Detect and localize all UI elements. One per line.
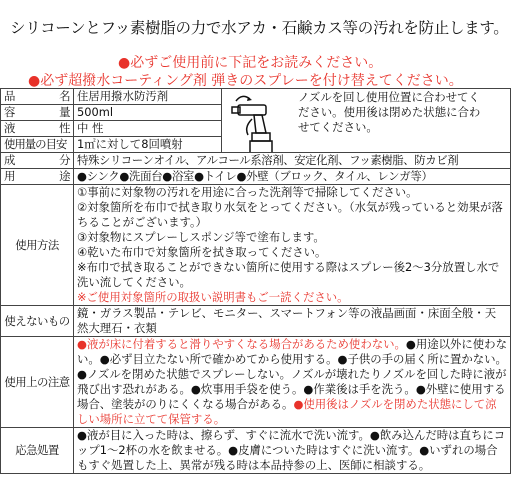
guide-label: 使用量の目安: [1, 137, 74, 153]
nozzle-instructions: ノズルを回し使用位置に合わせてください。使用後は閉めた状態に合わせてください。: [298, 90, 481, 134]
notuse-value: 鏡・ガラス製品・テレビ、モニター、スマートフォン等の液晶画面・床面全般・天然大理石・衣類: [74, 306, 511, 337]
firstaid-row: [1, 428, 511, 474]
caution-red-first: ●液が床に付着すると滑りやすくなる場合があるため使わない。: [77, 337, 406, 351]
ph-label: 液 性: [1, 121, 74, 137]
ph-value: 中 性: [74, 121, 222, 137]
caution-row: [1, 337, 511, 428]
spray-nozzle-icon: [228, 91, 284, 153]
method-step-3: ③対象物にスプレーしスポンジ等で塗布します。: [77, 230, 325, 244]
method-label: 使用方法: [1, 185, 74, 306]
method-step-1: ①事前に対象物の汚れを用途に合った洗剤等で掃除してください。: [77, 185, 418, 199]
firstaid-value: ●液が目に入った時は、擦らず、すぐに流水で洗い流す。●飲み込んだ時は直ちにコップ1～2杯の水を飲ませる。●皮膚についた時はすぐに洗い流す。●いずれの場合もすぐ処置した上、異常が残る時は本品持参の上、医師に相談する。: [74, 428, 511, 474]
spec-row-components: [1, 153, 511, 169]
nozzle-panel: [222, 89, 511, 153]
use-label: 用 途: [1, 169, 74, 185]
method-step-4: ④乾いた布巾で対象箇所を拭き取ってください。: [77, 245, 327, 259]
name-value: 住居用撥水防汚剤: [74, 89, 222, 105]
components-value: 特殊シリコーンオイル、アルコール系溶剤、安定化剤、フッ素樹脂、防カビ剤: [74, 153, 511, 169]
method-row: [1, 185, 511, 306]
method-step-2: ②対象箇所を布巾で拭き取り水気をとってください。（水気が残っていると効果が落ちることがございます。）: [77, 200, 503, 229]
caution-label: 使用上の注意: [1, 337, 74, 428]
caution-body: ●用途以外に使わない。●必ず目立たない所で確かめてから使用する。●子供の手の届く所に置かない。●ノズルを閉めた状態でスプレーしない。ノズルが壊れたりノズルを回した時に液が飛び出す恐れがある。●炊事用手袋を使う。●作業後は手を洗う。●外壁に使用する場合、塗装がのりにくくなる場合がある。: [77, 337, 507, 411]
warning-read-before-use: ●必ずご使用前に下記をお読みください。: [118, 55, 383, 71]
volume-value: 500ml: [74, 105, 222, 121]
spec-row-use: [1, 169, 511, 185]
volume-label: 容 量: [1, 105, 74, 121]
method-steps: [74, 185, 511, 306]
components-label: 成 分: [1, 153, 74, 169]
method-red-note: ※ご使用対象箇所の取扱い説明書もご一読ください。: [77, 290, 349, 304]
notuse-row: [1, 306, 511, 337]
notuse-label: 使えないもの: [1, 306, 74, 337]
guide-value: 1㎡に対して8回噴射: [74, 137, 222, 153]
caution-red-last: ●使用後はノズルを閉めた状態にして涼しい場所に立てて保管する。: [77, 397, 497, 426]
headline: シリコーンとフッ素樹脂の力で水アカ・石鹸カス等の汚れを防止します。: [10, 19, 509, 37]
spec-table: [0, 88, 511, 474]
method-step-note: ※布巾で拭き取ることができない箇所に使用する際はスプレー後2～3分放置し水で洗い流してください。: [77, 260, 500, 289]
spec-row-name: [1, 89, 511, 105]
caution-value: [74, 337, 511, 428]
firstaid-label: 応急処置: [1, 428, 74, 474]
name-label: 品 名: [1, 89, 74, 105]
use-value: ●シンク●洗面台●浴室●トイレ●外壁（ブロック、タイル、レンガ等）: [74, 169, 511, 185]
warning-replace-spray: ●必ず超撥水コーティング剤 弾きのスプレーを付け替えてください。: [28, 73, 463, 89]
